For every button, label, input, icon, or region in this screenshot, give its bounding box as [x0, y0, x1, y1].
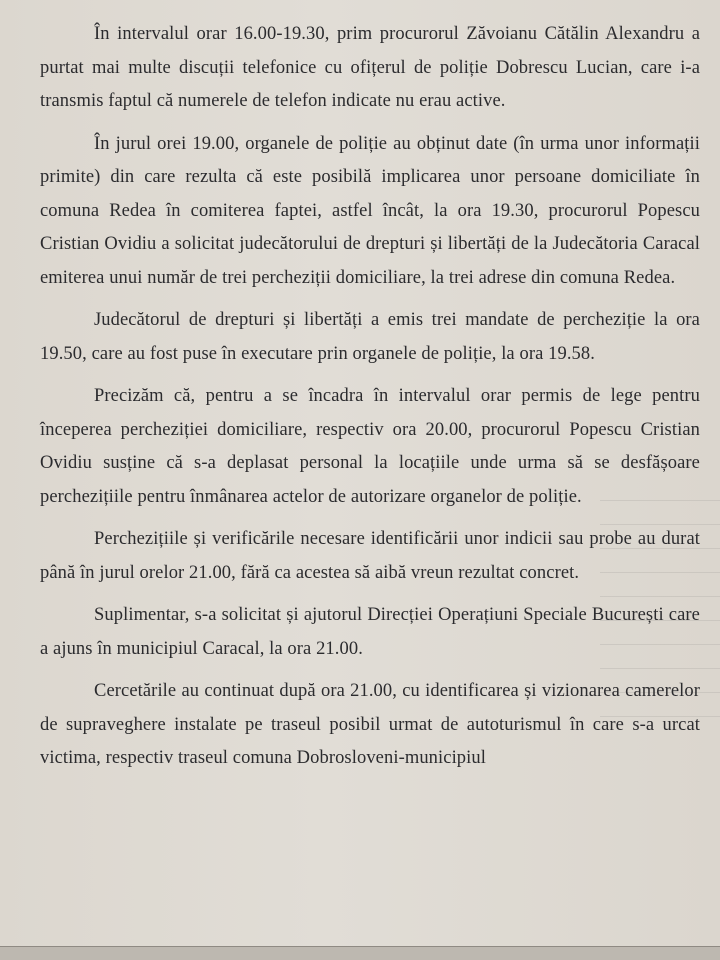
underlying-sheet-edge: [0, 946, 720, 960]
paragraph: Suplimentar, s-a solicitat și ajutorul Direcției Operațiuni Speciale București care a ajuns în municipiul Caracal, la ora 21.00.: [40, 605, 700, 659]
paragraph: În intervalul orar 16.00-19.30, prim procurorul Zăvoianu Cătălin Alexandru a purtat mai multe discuții telefonice cu ofițerul de poliție Dobrescu Lucian, care i-a transmis faptul că numerele de telefon indicate nu erau active.: [40, 24, 700, 111]
paragraph: Perchezițiile și verificările necesare identificării unor indicii sau probe au durat până în jurul orelor 21.00, fără ca acestea să aibă vreun rezultat concret.: [40, 529, 700, 583]
paragraph: Judecătorul de drepturi și libertăți a emis trei mandate de percheziție la ora 19.50, care au fost puse în executare prin organele de poliție, la ora 19.58.: [40, 310, 700, 364]
document-body: [40, 18, 700, 785]
paragraph: Cercetările au continuat după ora 21.00, cu identificarea și vizionarea camerelor de supraveghere instalate pe traseul posibil urmat de autoturismul în care s-a urcat victima, respectiv traseul comuna Dobrosloveni-municipiul: [40, 681, 700, 768]
paragraph: În jurul orei 19.00, organele de poliție au obținut date (în urma unor informații primite) din care rezulta că este posibilă implicarea unor persoane domiciliate în comuna Redea în comiterea faptei, astfel încât, la ora 19.30, procurorul Popescu Cristian Ovidiu a solicitat judecătorului de drepturi și libertăți de la Judecătoria Caracal emiterea unui număr de trei percheziții domiciliare, la trei adrese din comuna Redea.: [40, 133, 700, 288]
paragraph: Precizăm că, pentru a se încadra în intervalul orar permis de lege pentru începerea percheziției domiciliare, respectiv ora 20.00, procurorul Popescu Cristian Ovidiu susține că s-a deplasat personal la locațiile unde urma să se desfășoare perchezițiile pentru înmânarea actelor de autorizare organelor de poliție.: [40, 386, 700, 507]
